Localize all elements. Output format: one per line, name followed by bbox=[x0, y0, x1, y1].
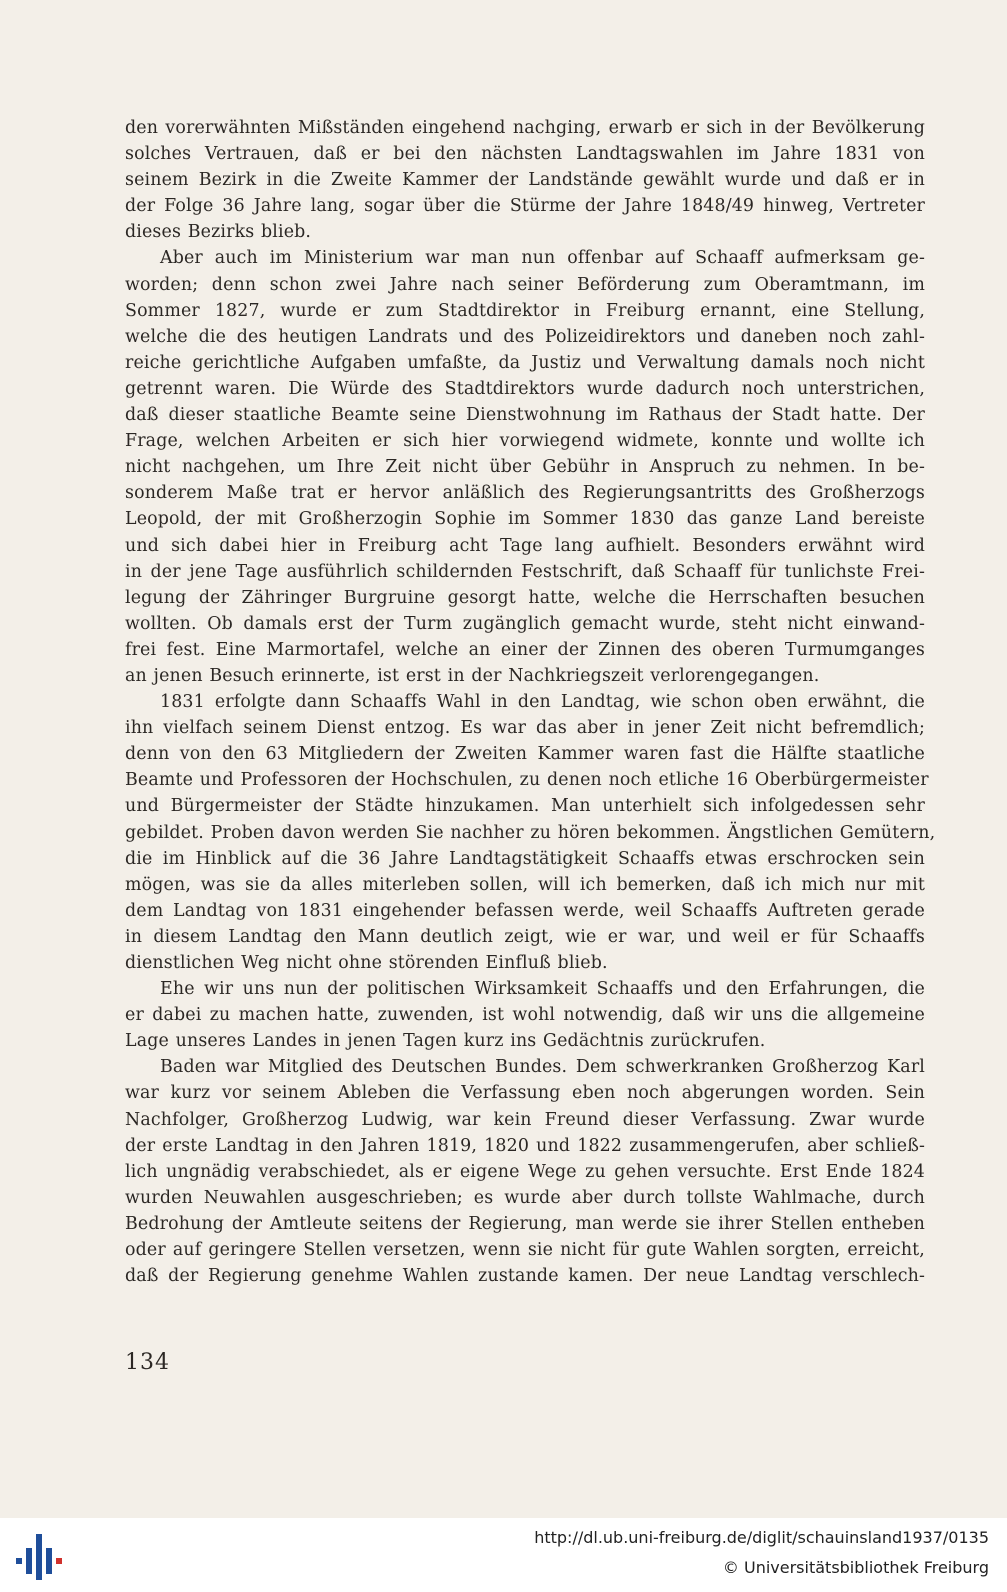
text-line: legung der Zähringer Burgruine gesorgt hatte, welche die Herrschaften besuchen bbox=[125, 587, 925, 608]
text-line: Baden war Mitglied des Deutschen Bundes. Dem schwerkranken Großherzog Karl bbox=[160, 1057, 925, 1078]
text-line: Aber auch im Ministerium war man nun offenbar auf Schaaff aufmerksam ge- bbox=[160, 248, 925, 269]
text-line: in der jene Tage ausführlich schildernden Festschrift, daß Schaaff für tunlichste Frei- bbox=[125, 561, 925, 582]
text-line: solches Vertrauen, daß er bei den nächsten Landtagswahlen im Jahre 1831 von bbox=[125, 144, 925, 165]
text-line: Lage unseres Landes in jenen Tagen kurz ins Gedächtnis zurückrufen. bbox=[125, 1031, 766, 1052]
text-line: Frage, welchen Arbeiten er sich hier vorwiegend widmete, konnte und wollte ich bbox=[125, 431, 925, 452]
text-line: er dabei zu machen hatte, zuwenden, ist wohl notwendig, daß wir uns die allgemeine bbox=[125, 1005, 925, 1026]
text-line: der Folge 36 Jahre lang, sogar über die Stürme der Jahre 1848/49 hinweg, Vertreter bbox=[125, 196, 925, 217]
text-line: daß der Regierung genehme Wahlen zustande kamen. Der neue Landtag verschlech- bbox=[125, 1266, 925, 1287]
text-line: sonderem Maße trat er hervor anläßlich des Regierungsantritts des Großherzogs bbox=[125, 483, 925, 504]
paragraph-2 bbox=[125, 245, 925, 689]
text-line: Nachfolger, Großherzog Ludwig, war kein Freund dieser Verfassung. Zwar wurde bbox=[125, 1109, 925, 1130]
text-line: seinem Bezirk in die Zweite Kammer der Landstände gewählt wurde und daß er in bbox=[125, 170, 925, 191]
text-line: die im Hinblick auf die 36 Jahre Landtagstätigkeit Schaaffs etwas erschrocken sein bbox=[125, 848, 925, 869]
text-line: an jenen Besuch erinnerte, ist erst in der Nachkriegszeit verlorengegangen. bbox=[125, 665, 820, 686]
text-line: ihn vielfach seinem Dienst entzog. Es war das aber in jener Zeit nicht befremdlich; bbox=[125, 718, 925, 739]
text-line: den vorerwähnten Mißständen eingehend nachging, erwarb er sich in der Bevölkerung bbox=[125, 118, 925, 138]
paragraph-5 bbox=[125, 1054, 925, 1289]
text-line: dieses Bezirks blieb. bbox=[125, 222, 312, 243]
footer-bar bbox=[0, 1518, 1007, 1592]
ub-freiburg-logo-icon[interactable] bbox=[14, 1530, 64, 1582]
text-line: Sommer 1827, wurde er zum Stadtdirektor in Freiburg ernannt, eine Stellung, bbox=[125, 300, 925, 321]
text-line: Leopold, der mit Großherzogin Sophie im Sommer 1830 das ganze Land bereiste bbox=[125, 509, 925, 530]
text-line: denn von den 63 Mitgliedern der Zweiten Kammer waren fast die Hälfte staatliche bbox=[125, 744, 925, 765]
text-line: und Bürgermeister der Städte hinzukamen. Man unterhielt sich infolgedessen sehr bbox=[125, 796, 925, 817]
text-line: welche die des heutigen Landrats und des Polizeidirektors und daneben noch zahl- bbox=[125, 326, 925, 347]
text-line: gebildet. Proben davon werden Sie nachher zu hören bekommen. Ängstlichen Gemütern, bbox=[125, 822, 936, 843]
page-number: 134 bbox=[125, 1350, 170, 1375]
body-text bbox=[125, 115, 936, 1289]
text-line: wurden Neuwahlen ausgeschrieben; es wurde aber durch tollste Wahlmache, durch bbox=[125, 1187, 925, 1208]
text-line: Beamte und Professoren der Hochschulen, zu denen noch etliche 16 Oberbürgermeister bbox=[125, 770, 929, 791]
paragraph-3 bbox=[125, 689, 936, 976]
text-line: worden; denn schon zwei Jahre nach seiner Beförderung zum Oberamtmann, im bbox=[125, 274, 925, 295]
text-line: und sich dabei hier in Freiburg acht Tage lang aufhielt. Besonders erwähnt wird bbox=[125, 535, 925, 556]
text-line: Bedrohung der Amtleute seitens der Regierung, man werde sie ihrer Stellen entheben bbox=[125, 1213, 925, 1234]
text-line: wollten. Ob damals erst der Turm zugänglich gemacht wurde, steht nicht einwand- bbox=[125, 613, 925, 634]
text-line: frei fest. Eine Marmortafel, welche an einer der Zinnen des oberen Turmumganges bbox=[125, 639, 925, 660]
text-line: lich ungnädig verabschiedet, als er eigene Wege zu gehen versuchte. Erst Ende 1824 bbox=[125, 1161, 925, 1182]
paragraph-4 bbox=[125, 976, 925, 1054]
text-line: war kurz vor seinem Ableben die Verfassung eben noch abgerungen worden. Sein bbox=[125, 1083, 925, 1104]
text-line: getrennt waren. Die Würde des Stadtdirektors wurde dadurch noch unterstrichen, bbox=[125, 378, 925, 399]
text-line: daß dieser staatliche Beamte seine Dienstwohnung im Rathaus der Stadt hatte. Der bbox=[125, 405, 925, 426]
copyright-notice: © Universitätsbibliothek Freiburg bbox=[722, 1558, 989, 1577]
text-line: oder auf geringere Stellen versetzen, wenn sie nicht für gute Wahlen sorgten, erreicht, bbox=[125, 1240, 925, 1261]
text-line: mögen, was sie da alles miterleben sollen, will ich bemerken, daß ich mich nur mit bbox=[125, 874, 925, 895]
document-url-link[interactable]: http://dl.ub.uni-freiburg.de/diglit/schauinsland1937/0135 bbox=[534, 1528, 989, 1547]
text-line: dienstlichen Weg nicht ohne störenden Einfluß blieb. bbox=[125, 953, 608, 973]
text-line: 1831 erfolgte dann Schaaffs Wahl in den Landtag, wie schon oben erwähnt, die bbox=[160, 692, 925, 713]
text-line: Ehe wir uns nun der politischen Wirksamkeit Schaaffs und den Erfahrungen, die bbox=[160, 979, 925, 1000]
text-line: in diesem Landtag den Mann deutlich zeigt, wie er war, und weil er für Schaaffs bbox=[125, 926, 925, 947]
text-line: dem Landtag von 1831 eingehender befassen werde, weil Schaaffs Auftreten gerade bbox=[125, 900, 925, 921]
text-line: nicht nachgehen, um Ihre Zeit nicht über Gebühr in Anspruch zu nehmen. In be- bbox=[125, 457, 925, 478]
text-line: der erste Landtag in den Jahren 1819, 1820 und 1822 zusammengerufen, aber schließ- bbox=[125, 1135, 925, 1156]
text-line: reiche gerichtliche Aufgaben umfaßte, da Justiz und Verwaltung damals noch nicht bbox=[125, 352, 925, 373]
paragraph-1 bbox=[125, 115, 925, 245]
